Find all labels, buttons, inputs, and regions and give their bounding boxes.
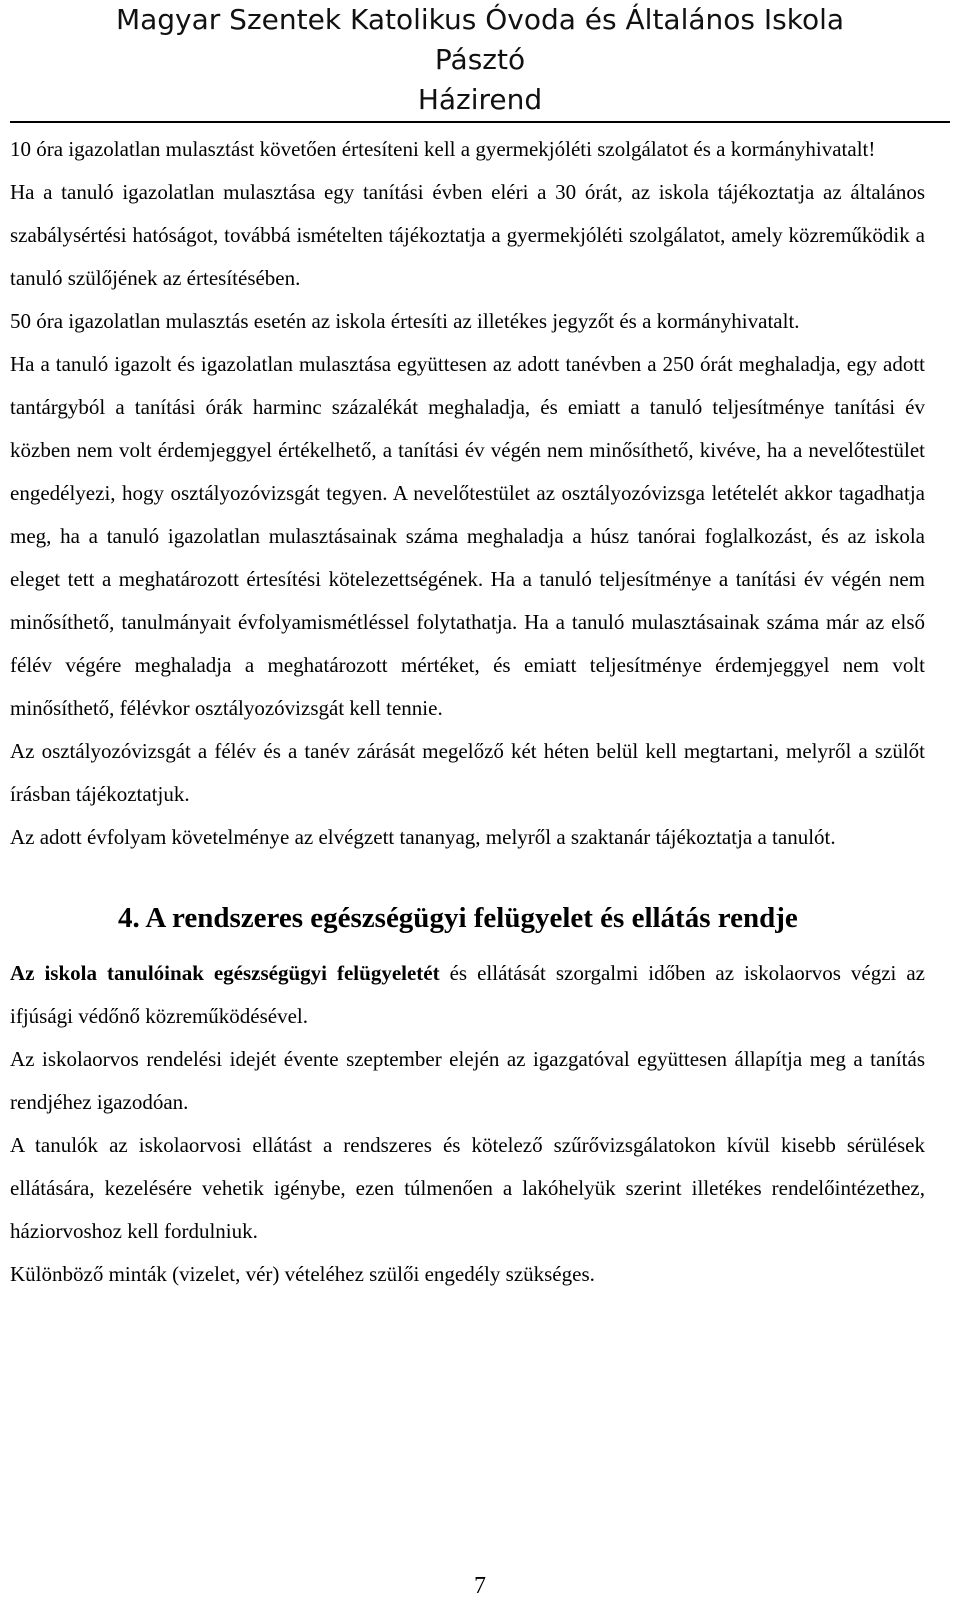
page-number: 7	[474, 1573, 486, 1599]
section-paragraph: Az iskolaorvos rendelési idejét évente szeptember elején az igazgatóval együttesen állapítja meg a tanítás rendjéhez igazodóan.	[10, 1047, 925, 1114]
section-paragraph: A tanulók az iskolaorvosi ellátást a rendszeres és kötelező szűrővizsgálatokon kívül kisebb sérülések ellátására, kezelésére vehetik igénybe, ezen túlmenően a lakóhelyük szerint illetékes rendelőintézethez, háziorvoshoz kell fordulniuk.	[10, 1133, 925, 1243]
section-paragraph: Különböző minták (vizelet, vér) vételéhez szülői engedély szükséges.	[10, 1262, 595, 1286]
section-paragraph	[10, 952, 925, 1038]
paragraph: 50 óra igazolatlan mulasztás esetén az iskola értesíti az illetékes jegyzőt és a kormányhivatalt.	[10, 309, 800, 333]
paragraph: Az osztályozóvizsgát a félév és a tanév zárását megelőző két héten belül kell megtartani, melyről a szülőt írásban tájékoztatjuk.	[10, 739, 925, 806]
header-document-title: Házirend	[417, 83, 543, 116]
bold-lead-text: Az iskola tanulóinak egészségügyi felügyeletét	[10, 961, 440, 985]
paragraph: Az adott évfolyam követelménye az elvégzett tananyag, melyről a szaktanár tájékoztatja a tanulót.	[10, 825, 836, 849]
paragraph: 10 óra igazolatlan mulasztást követően értesíteni kell a gyermekjóléti szolgálatot és a kormányhivatalt!	[10, 137, 876, 161]
header-town: Pásztó	[434, 43, 526, 76]
page-header	[0, 0, 960, 120]
section-heading: 4. A rendszeres egészségügyi felügyelet és ellátás rendje	[118, 902, 798, 934]
lead-text-rest: és ellátását szorgalmi időben az iskolaorvos végzi az ifjúsági védőnő közreműködésével.	[10, 961, 925, 1028]
header-divider	[10, 121, 950, 123]
header-school-name: Magyar Szentek Katolikus Óvoda és Általános Iskola	[115, 3, 845, 36]
document-body	[10, 128, 925, 1296]
paragraph: Ha a tanuló igazolt és igazolatlan mulasztása együttesen az adott tanévben a 250 órát meghaladja, egy adott tantárgyból a tanítási órák harminc százalékát meghaladja, és emiatt a tanuló teljesítménye tanítási év közben nem volt érdemjeggyel értékelhető, a tanítási év végén nem minősíthető, kivéve, ha a nevelőtestület engedélyezi, hogy osztályozóvizsgát tegyen. A nevelőtestület az osztályozóvizsga letételét akkor tagadhatja meg, ha a tanuló igazolatlan mulasztásainak száma meghaladja a húsz tanórai foglalkozást, és az iskola eleget tett a meghatározott értesítési kötelezettségének. Ha a tanuló teljesítménye a tanítási év végén nem minősíthető, tanulmányait évfolyamismétléssel folytathatja. Ha a tanuló mulasztásainak száma már az első félév végére meghaladja a meghatározott mértéket, és emiatt teljesítménye érdemjeggyel nem volt minősíthető, félévkor osztályozóvizsgát kell tennie.	[10, 352, 925, 720]
paragraph: Ha a tanuló igazolatlan mulasztása egy tanítási évben eléri a 30 órát, az iskola tájékoztatja az általános szabálysértési hatóságot, továbbá ismételten tájékoztatja a gyermekjóléti szolgálatot, amely közreműködik a tanuló szülőjének az értesítésében.	[10, 180, 925, 290]
